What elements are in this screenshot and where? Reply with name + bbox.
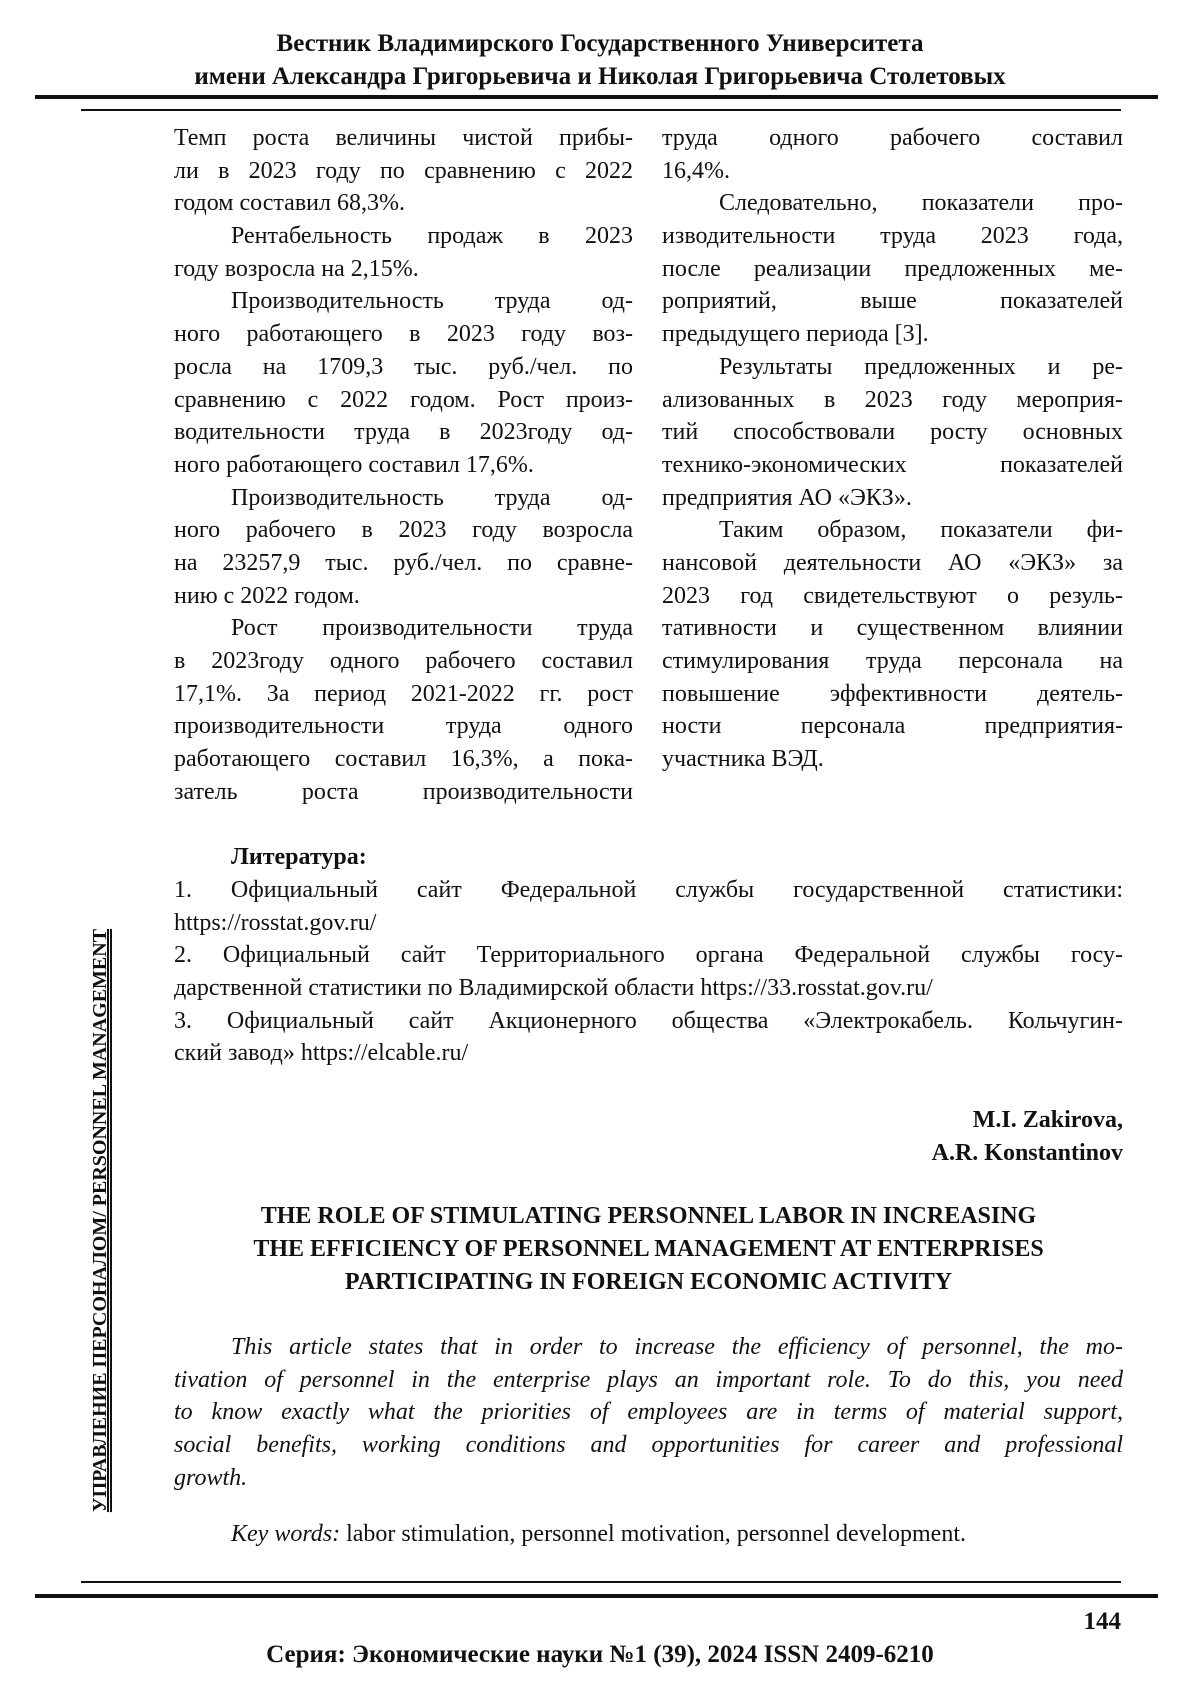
text-line: предыдущего периода [3]. — [662, 318, 1123, 351]
text-line: 2. Официальный сайт Территориального органа Федеральной службы госу- — [174, 939, 1123, 972]
text-line: предприятия АО «ЭКЗ». — [662, 482, 1123, 515]
text-line: производительности труда одного — [174, 710, 633, 743]
references-list — [174, 874, 1123, 1070]
text-line: ного рабочего в 2023 году возросла — [174, 514, 633, 547]
text-line: 1. Официальный сайт Федеральной службы государственной статистики: — [174, 874, 1123, 907]
article-title-line-2: THE EFFICIENCY OF PERSONNEL MANAGEMENT AT ENTERPRISES — [174, 1233, 1123, 1266]
journal-title-line-1: Вестник Владимирского Государственного Университета — [0, 30, 1200, 58]
text-line: нию с 2022 годом. — [174, 580, 633, 613]
article-title-line-1: THE ROLE OF STIMULATING PERSONNEL LABOR IN INCREASING — [174, 1200, 1123, 1233]
text-line: 16,4%. — [662, 155, 1123, 188]
text-line: годом составил 68,3%. — [174, 187, 633, 220]
text-line: growth. — [174, 1462, 1123, 1495]
text-line: затель роста производительности — [174, 776, 633, 809]
text-line: ализованных в 2023 году мероприя- — [662, 384, 1123, 417]
text-line: на 23257,9 тыс. руб./чел. по сравне- — [174, 547, 633, 580]
text-line: 17,1%. За период 2021-2022 гг. рост — [174, 678, 633, 711]
text-line: Темп роста величины чистой прибы- — [174, 122, 633, 155]
author-2: A.R. Konstantinov — [674, 1137, 1123, 1170]
series-info: Серия: Экономические науки №1 (39), 2024 ISSN 2409-6210 — [0, 1641, 1200, 1669]
left-text-column — [174, 122, 633, 808]
text-line: Производительность труда од- — [174, 285, 633, 318]
text-line: повышение эффективности деятель- — [662, 678, 1123, 711]
text-line: изводительности труда 2023 года, — [662, 220, 1123, 253]
page-number: 144 — [900, 1608, 1121, 1636]
footer-thick-rule — [35, 1594, 1158, 1598]
text-line: в 2023году одного рабочего составил — [174, 645, 633, 678]
text-line: после реализации предложенных ме- — [662, 253, 1123, 286]
journal-title-line-2: имени Александра Григорьевича и Николая Григорьевича Столетовых — [0, 63, 1200, 91]
text-line: ного работающего составил 17,6%. — [174, 449, 633, 482]
text-line: Рост производительности труда — [174, 612, 633, 645]
text-line: tivation of personnel in the enterprise plays an important role. To do this, you need — [174, 1364, 1123, 1397]
article-title-line-3: PARTICIPATING IN FOREIGN ECONOMIC ACTIVITY — [174, 1266, 1123, 1299]
text-line: росла на 1709,3 тыс. руб./чел. по — [174, 351, 633, 384]
text-line: 3. Официальный сайт Акционерного общества «Электрокабель. Кольчугин- — [174, 1005, 1123, 1038]
right-text-column — [662, 122, 1123, 776]
keywords-text: labor stimulation, personnel motivation, personnel development. — [340, 1521, 966, 1547]
keywords-label: Key words: — [231, 1521, 340, 1547]
text-line: году возросла на 2,15%. — [174, 253, 633, 286]
text-line: тий способствовали росту основных — [662, 416, 1123, 449]
text-line: Результаты предложенных и ре- — [662, 351, 1123, 384]
text-line: нансовой деятельности АО «ЭКЗ» за — [662, 547, 1123, 580]
text-line: ности персонала предприятия- — [662, 710, 1123, 743]
text-line: работающего составил 16,3%, а пока- — [174, 743, 633, 776]
footer-thin-rule — [81, 1581, 1121, 1583]
text-line: https://rosstat.gov.ru/ — [174, 907, 1123, 940]
text-line: This article states that in order to increase the efficiency of personnel, the mo- — [174, 1331, 1123, 1364]
text-line: Таким образом, показатели фи- — [662, 514, 1123, 547]
text-line: водительности труда в 2023году од- — [174, 416, 633, 449]
text-line: технико-экономических показателей — [662, 449, 1123, 482]
text-line: Следовательно, показатели про- — [662, 187, 1123, 220]
text-line: Производительность труда од- — [174, 482, 633, 515]
text-line: ного работающего в 2023 году воз- — [174, 318, 633, 351]
text-line: участника ВЭД. — [662, 743, 1123, 776]
header-thin-rule — [81, 109, 1121, 111]
text-line: ли в 2023 году по сравнению с 2022 — [174, 155, 633, 188]
text-line: тативности и существенном влиянии — [662, 612, 1123, 645]
abstract — [174, 1331, 1123, 1494]
keywords-line — [231, 1518, 966, 1551]
text-line: дарственной статистики по Владимирской области https://33.rosstat.gov.ru/ — [174, 972, 1123, 1005]
text-line: сравнению с 2022 годом. Рост произ- — [174, 384, 633, 417]
text-line: Рентабельность продаж в 2023 — [174, 220, 633, 253]
text-line: стимулирования труда персонала на — [662, 645, 1123, 678]
text-line: 2023 год свидетельствуют о резуль- — [662, 580, 1123, 613]
text-line: social benefits, working conditions and opportunities for career and professional — [174, 1429, 1123, 1462]
text-line: роприятий, выше показателей — [662, 285, 1123, 318]
text-line: ский завод» https://elcable.ru/ — [174, 1037, 1123, 1070]
author-1: M.I. Zakirova, — [674, 1104, 1123, 1137]
literature-heading: Литература: — [231, 841, 367, 874]
text-line: труда одного рабочего составил — [662, 122, 1123, 155]
text-line: to know exactly what the priorities of employees are in terms of material support, — [174, 1396, 1123, 1429]
section-sidebar-label: УПРАВЛЕНИЕ ПЕРСОНАЛОМ/ PERSONNEL MANAGEMENT — [89, 893, 112, 1548]
header-thick-rule — [35, 95, 1158, 99]
